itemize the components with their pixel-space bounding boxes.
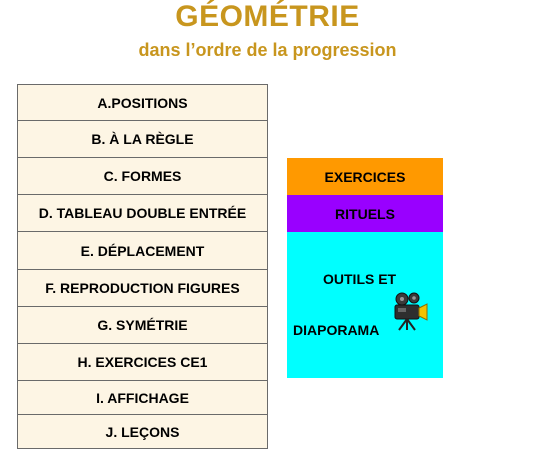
menu-item-a-positions[interactable]: [17, 84, 268, 121]
menu-item-label: I. AFFICHAGE: [96, 389, 189, 406]
diaporama-label: DIAPORAMA: [293, 322, 380, 338]
menu-item-label: B. À LA RÈGLE: [91, 131, 194, 147]
menu-item-j-lecons[interactable]: [17, 415, 268, 449]
rituels-label: RITUELS: [335, 205, 395, 222]
menu-item-i-affichage[interactable]: [17, 381, 268, 415]
menu-item-label: E. DÉPLACEMENT: [80, 242, 205, 259]
menu-item-c-formes[interactable]: [17, 158, 268, 195]
geometry-menu: [17, 84, 268, 449]
menu-item-label: C. FORMES: [103, 168, 182, 184]
outils-label: OUTILS ET: [323, 271, 397, 287]
menu-item-label: F. REPRODUCTION FIGURES: [45, 280, 240, 296]
menu-item-label: J. LEÇONS: [105, 423, 180, 440]
movie-camera-icon[interactable]: [389, 290, 431, 332]
page-title: GÉOMÉTRIE: [175, 0, 360, 33]
rituels-button[interactable]: [287, 195, 443, 232]
menu-item-g-symetrie[interactable]: [17, 307, 268, 344]
menu-item-d-tableau-double-entree[interactable]: [17, 195, 268, 232]
menu-item-label: H. EXERCICES CE1: [77, 354, 208, 370]
menu-item-e-deplacement[interactable]: [17, 232, 268, 270]
exercices-button[interactable]: [287, 158, 443, 195]
menu-item-b-a-la-regle[interactable]: [17, 121, 268, 158]
exercices-label: EXERCICES: [324, 168, 406, 185]
menu-item-label: G. SYMÉTRIE: [97, 317, 188, 333]
menu-item-f-reproduction-figures[interactable]: [17, 270, 268, 307]
page-subtitle: dans l’ordre de la progression: [138, 40, 397, 60]
outils-diaporama-button[interactable]: [287, 232, 443, 378]
menu-item-label: D. TABLEAU DOUBLE ENTRÉE: [38, 205, 247, 221]
menu-item-label: A.POSITIONS: [97, 94, 188, 111]
menu-item-h-exercices-ce1[interactable]: [17, 344, 268, 381]
